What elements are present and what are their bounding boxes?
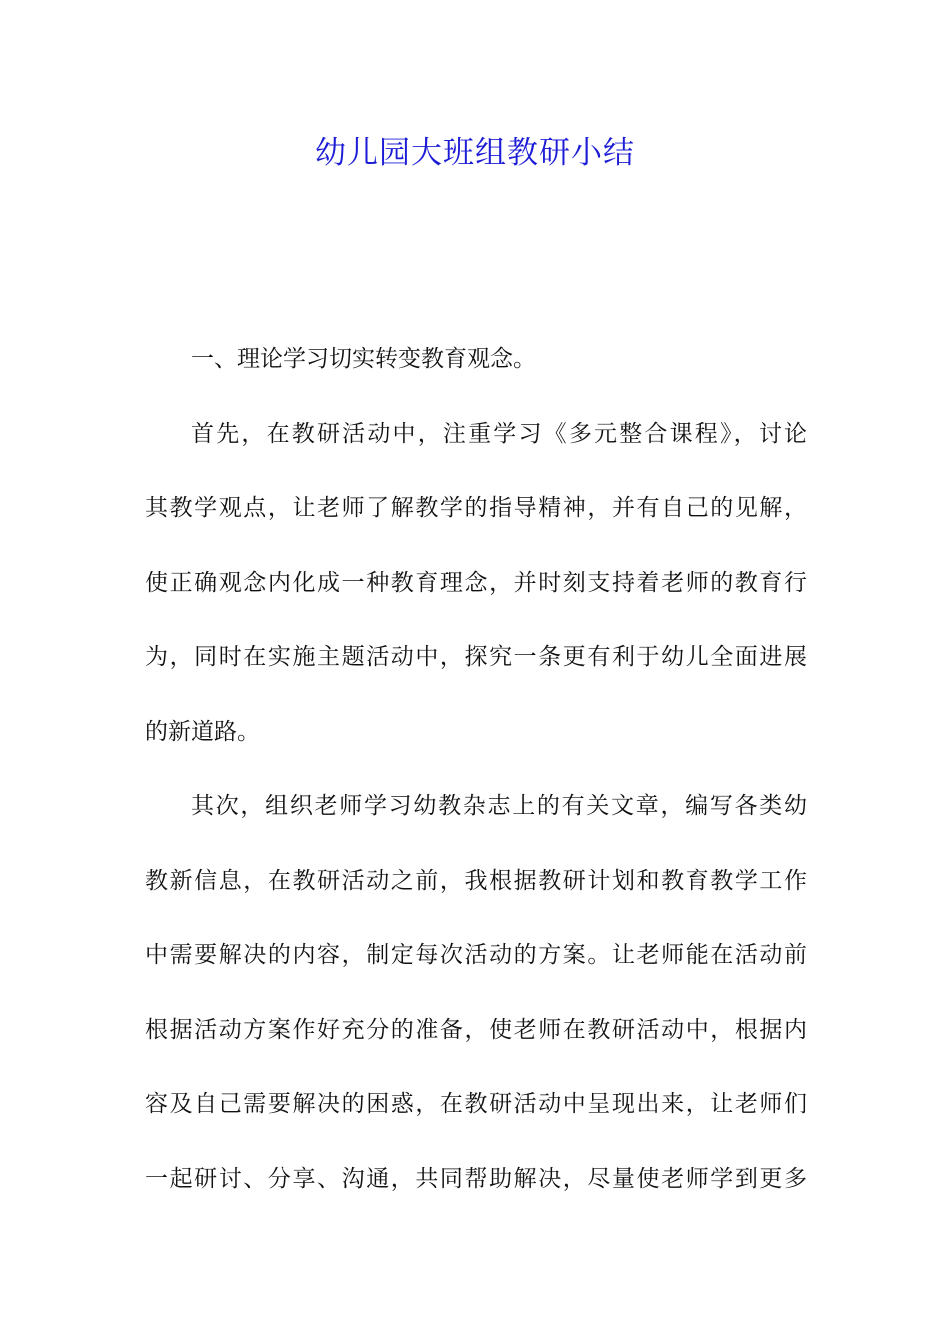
document-title: 幼儿园大班组教研小结	[315, 135, 635, 171]
paragraph-2	[145, 769, 807, 1216]
paragraph-line: 为，同时在实施主题活动中，探究一条更有利于幼儿全面进展	[145, 644, 807, 670]
paragraph-line: 其次，组织老师学习幼教杂志上的有关文章，编写各类幼	[191, 793, 807, 819]
paragraph-1	[145, 397, 807, 770]
paragraph-line: 首先，在教研活动中，注重学习《多元整合课程》，讨论	[191, 420, 807, 447]
section-heading	[145, 322, 807, 397]
document-body	[145, 322, 807, 1216]
paragraph-line: 教新信息，在教研活动之前，我根据教研计划和教育教学工作	[145, 867, 807, 894]
section-heading-text: 一、理论学习切实转变教育观念。	[191, 346, 536, 372]
paragraph-line: 容及自己需要解决的困惑，在教研活动中呈现出来，让老师们	[145, 1091, 807, 1117]
paragraph-line: 使正确观念内化成一种教育理念，并时刻支持着老师的教育行	[145, 569, 807, 596]
paragraph-line: 中需要解决的内容，制定每次活动的方案。让老师能在活动前	[145, 942, 807, 968]
paragraph-line: 根据活动方案作好充分的准备，使老师在教研活动中，根据内	[145, 1016, 807, 1043]
paragraph-line: 的新道路。	[145, 718, 260, 745]
paragraph-line: 一起研讨、分享、沟通，共同帮助解决，尽量使老师学到更多	[145, 1165, 807, 1192]
paragraph-line: 其教学观点，让老师了解教学的指导精神，并有自己的见解，	[145, 495, 807, 521]
